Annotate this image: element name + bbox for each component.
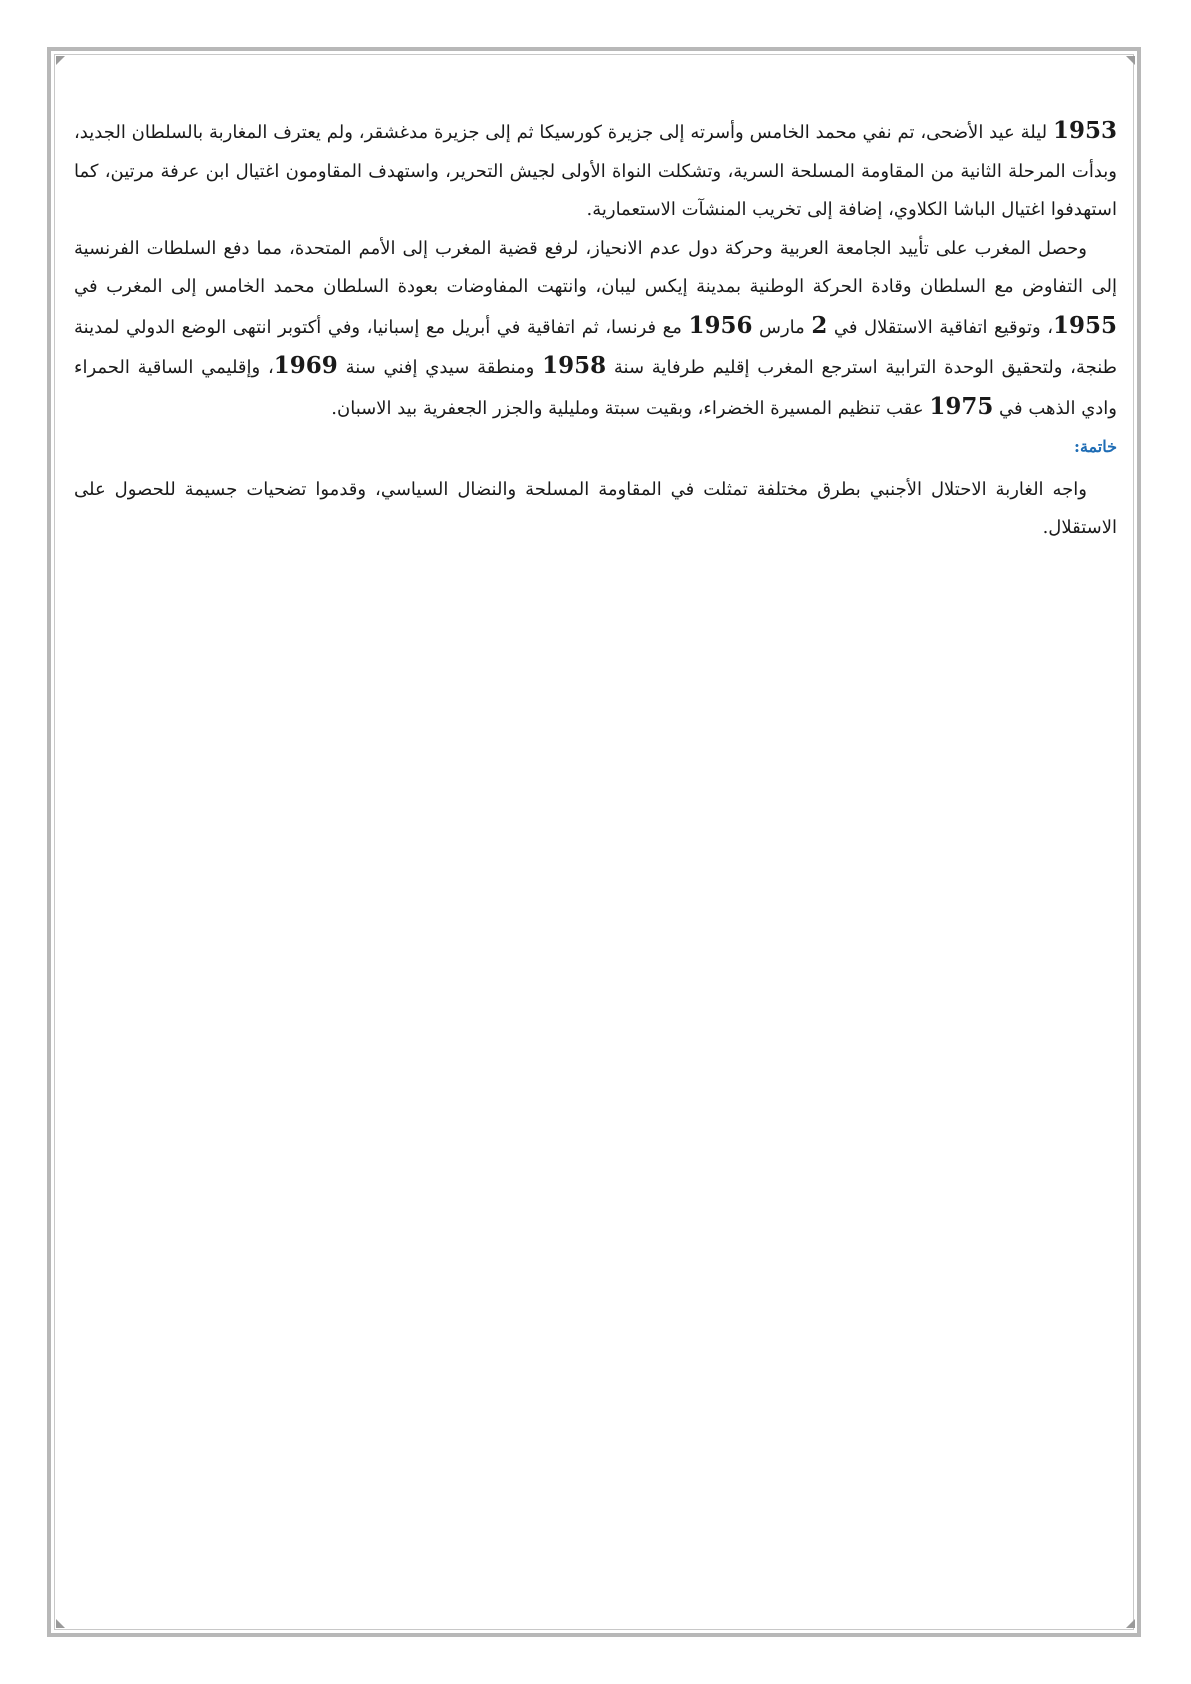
year-number: 1955 — [1053, 311, 1118, 339]
text-run: ليلة عيد الأضحى، تم نفي محمد الخامس وأسرته إلى جزيرة كورسيكا ثم إلى جزيرة مدغشقر، ولم يعترف المغاربة بالسلطان الجديد، وبدأت المرحلة الثانية من المقاومة المسلحة السرية، وتشكلت النواة الأولى لجيش التحرير، واستهدف المقاومون اغتيال ابن عرفة مرتين، كما استهدفوا اغتيال الباشا الكلاوي، إضافة إلى تخريب المنشآت الاستعمارية. — [74, 122, 1117, 220]
year-number: 1956 — [688, 311, 753, 339]
year-number: 1953 — [1052, 117, 1117, 144]
conclusion-paragraph: واجه الغاربة الاحتلال الأجنبي بطرق مختلفة تمثلت في المقاومة المسلحة والنضال السياسي، وقدموا تضحيات جسيمة للحصول على الاستقلال. — [74, 478, 1117, 538]
text-run: ، وتوقيع اتفاقية الاستقلال في — [827, 316, 1053, 338]
text-run: عقب تنظيم المسيرة الخضراء، وبقيت سبتة ومليلية والجزر الجعفرية بيد الاسبان. — [331, 397, 930, 419]
text-run: ، وإقليمي الساقية الحمراء وادي الذهب في — [74, 357, 1117, 419]
year-number: 1969 — [273, 352, 338, 379]
corner-ornament-icon — [1126, 56, 1135, 65]
corner-ornament-icon — [56, 1619, 65, 1628]
text-run: مع فرنسا، ثم اتفاقية في أبريل مع إسبانيا، وفي أكتوبر انتهى الوضع الدولي لمدينة طنجة، ولتحقيق الوحدة الترابية استرجع المغرب إقليم طرفاية سنة — [74, 316, 1118, 378]
paragraph-independence-agreements — [74, 230, 1117, 429]
document-body — [74, 112, 1117, 548]
corner-ornament-icon — [1126, 1619, 1135, 1628]
year-number: 1975 — [929, 392, 994, 420]
text-run: ومنطقة سيدي إفني سنة — [337, 357, 543, 378]
corner-ornament-icon — [56, 56, 65, 65]
conclusion-heading: خاتمة: — [1074, 437, 1117, 456]
text-run: مارس — [752, 316, 812, 338]
year-number: 2 — [811, 311, 828, 339]
text-run: وحصل المغرب على تأييد الجامعة العربية وحركة دول عدم الانحياز، لرفع قضية المغرب إلى الأمم المتحدة، مما دفع السلطات الفرنسية إلى التفاوض مع السلطان وقادة الحركة الوطنية بمدينة إيكس ليبان، وانتهت المفاوضات بعودة السلطان محمد الخامس إلى المغرب في — [74, 237, 1117, 297]
year-number: 1958 — [542, 352, 607, 379]
paragraph-independence-struggle — [74, 112, 1117, 230]
